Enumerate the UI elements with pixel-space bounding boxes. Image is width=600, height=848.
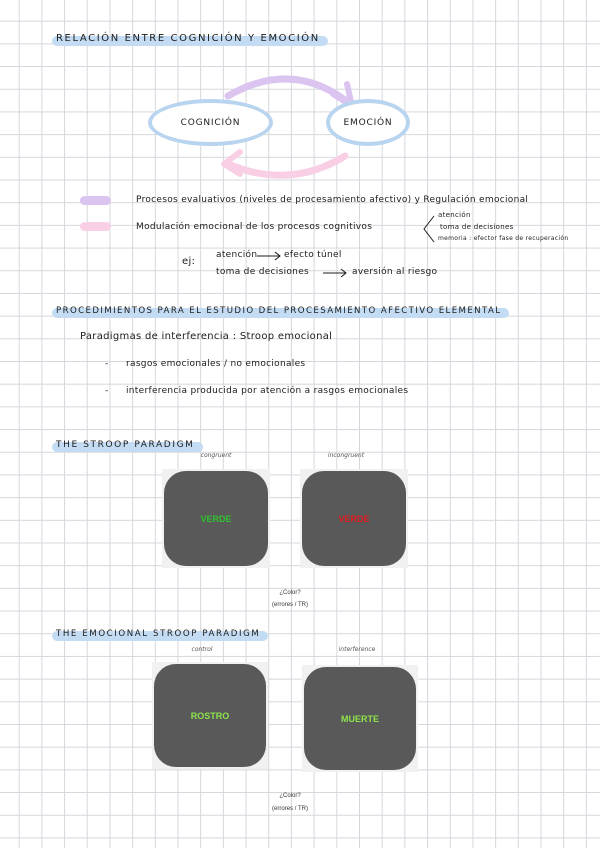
card-caption-congruent: congruent xyxy=(200,452,232,459)
stroop-word-congruent: VERDE xyxy=(200,513,232,524)
stroop-card-incongruent xyxy=(300,469,408,568)
bullet-interferencia: interferencia producida por atención a rasgos emocionales xyxy=(126,386,409,396)
arrow-top-purple xyxy=(228,79,345,100)
stroop-card-congruent-face xyxy=(164,471,268,566)
node-cognicion xyxy=(148,99,273,146)
example-2-left: toma de decisiones xyxy=(216,267,310,277)
section-heading-stroop: THE STROOP PARADIGM xyxy=(52,439,203,451)
legend-text-modulacion: Modulación emocional de los procesos cognitivos xyxy=(136,222,373,232)
emotional-card-interference-face xyxy=(304,667,416,770)
example-1-left: atención xyxy=(216,250,258,260)
emotional-card-interference xyxy=(302,665,418,772)
legend-swatch-pink xyxy=(80,222,111,231)
node-emocion-label: EMOCIÓN xyxy=(343,117,393,128)
legend-swatch-purple xyxy=(80,196,111,205)
node-emocion xyxy=(326,99,410,146)
stroop-card-congruent xyxy=(162,469,270,568)
brace-item-toma: toma de decisiones xyxy=(440,223,514,231)
bullet-dash: - xyxy=(105,359,109,369)
emotional-word-control: ROSTRO xyxy=(190,710,230,721)
arrow-right-icon xyxy=(322,268,348,278)
arrow-bottom-pink xyxy=(228,156,345,175)
card-caption-control: control xyxy=(191,646,213,653)
emotional-card-control xyxy=(152,662,268,769)
section-heading-cognicion-emocion: RELACIÓN ENTRE COGNICIÓN Y EMOCIÓN xyxy=(52,33,328,45)
stroop-measure: (errores / TR) xyxy=(272,602,308,608)
emotional-question: ¿Color? xyxy=(279,793,301,799)
example-label: ej: xyxy=(182,256,196,267)
legend-text-evaluativos: Procesos evaluativos (niveles de procesamiento afectivo) y Regulación emocional xyxy=(136,195,529,205)
emotional-measure: (errores / TR) xyxy=(272,806,308,812)
section-heading-procedimientos: PROCEDIMIENTOS PARA EL ESTUDIO DEL PROCESAMIENTO AFECTIVO ELEMENTAL xyxy=(52,305,509,317)
stroop-card-incongruent-face xyxy=(302,471,406,566)
stroop-word-incongruent: VERDE xyxy=(338,513,370,524)
brace-item-atencion: atención xyxy=(438,211,471,219)
example-1-right: efecto túnel xyxy=(284,250,342,260)
brace-icon xyxy=(421,214,435,244)
emotional-word-interference: MUERTE xyxy=(341,713,379,724)
card-caption-incongruent: incongruent xyxy=(327,452,365,459)
section-heading-emocional-stroop: THE EMOCIONAL STROOP PARADIGM xyxy=(52,628,268,640)
paradigm-text: Paradigmas de interferencia : Stroop emocional xyxy=(80,331,333,342)
bullet-rasgos: rasgos emocionales / no emocionales xyxy=(126,359,306,369)
card-caption-interference: interference xyxy=(338,646,376,653)
stroop-question: ¿Color? xyxy=(279,590,301,596)
brace-item-memoria: memoria : efector fase de recuperación xyxy=(438,235,569,242)
bullet-dash: - xyxy=(105,386,109,396)
emotional-card-control-face xyxy=(154,664,266,767)
arrow-right-icon xyxy=(256,251,282,261)
example-2-right: aversión al riesgo xyxy=(352,267,438,277)
node-cognicion-label: COGNICIÓN xyxy=(180,117,241,128)
